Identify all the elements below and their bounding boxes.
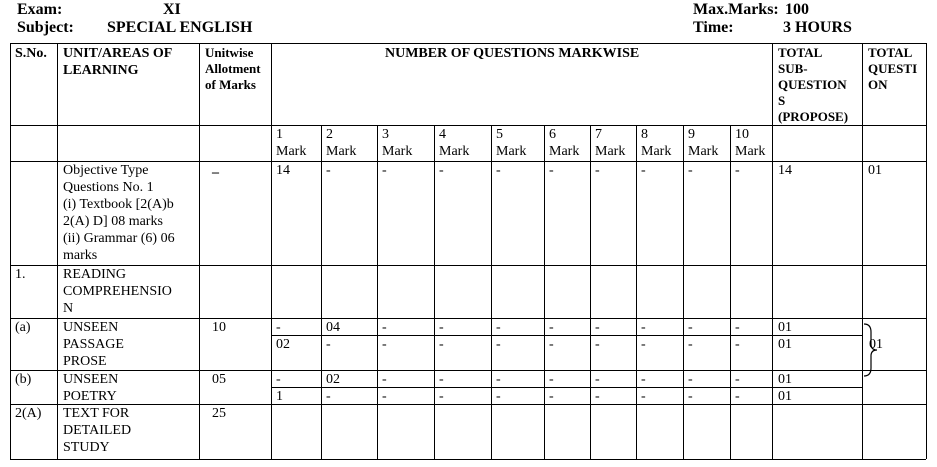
grouping-brace-icon (862, 322, 882, 378)
row-allotment: 05 (212, 372, 226, 387)
mark-cell: - (641, 389, 646, 404)
mark-cell: - (549, 320, 554, 335)
mark-cell: - (688, 337, 693, 352)
mark-cell: - (496, 163, 501, 178)
mark-cell: - (735, 389, 740, 404)
row-unit-label: UNSEEN PASSAGE PROSE (63, 320, 124, 369)
mark-column-header-1: 1 Mark (276, 127, 307, 159)
mark-column-header-6: 6 Mark (549, 127, 580, 159)
header-questions-markwise: NUMBER OF QUESTIONS MARKWISE (385, 46, 640, 61)
mark-cell: - (688, 372, 693, 387)
mark-column-header-8: 8 Mark (641, 127, 672, 159)
mark-cell: - (439, 320, 444, 335)
mark-cell: 02 (326, 372, 340, 387)
row-sno: (b) (15, 372, 32, 387)
row-sno: 1. (15, 267, 26, 282)
mark-cell: 02 (276, 337, 290, 352)
mark-cell: 14 (276, 163, 290, 178)
row-sno: (a) (15, 320, 31, 335)
row-allotment: 10 (212, 320, 226, 335)
mark-cell: - (382, 320, 387, 335)
mark-cell: - (439, 337, 444, 352)
mark-column-header-5: 5 Mark (496, 127, 527, 159)
total-question-cell: 01 (868, 163, 882, 178)
header-total-question: TOTAL QUESTI ON (868, 45, 918, 92)
exam-value: XI (163, 1, 181, 18)
mark-cell: - (382, 337, 387, 352)
mark-cell: - (688, 389, 693, 404)
mark-column-header-9: 9 Mark (688, 127, 719, 159)
mark-cell: - (641, 372, 646, 387)
mark-cell: - (276, 320, 281, 335)
mark-cell: - (735, 320, 740, 335)
total-sub-cell: 01 (778, 389, 792, 404)
mark-column-header-7: 7 Mark (595, 127, 626, 159)
total-question-cell: 01 (869, 337, 883, 352)
row-unit-label: READING COMPREHENSIO N (63, 267, 172, 316)
mark-cell: - (439, 372, 444, 387)
subject-value: SPECIAL ENGLISH (107, 19, 253, 36)
row-unit-label: TEXT FOR DETAILED STUDY (63, 406, 132, 455)
max-marks-label: Max.Marks: (693, 1, 779, 18)
row-allotment: – (212, 165, 219, 180)
mark-cell: - (735, 337, 740, 352)
mark-cell: - (496, 372, 501, 387)
total-sub-cell: 01 (778, 320, 792, 335)
mark-cell: - (688, 163, 693, 178)
mark-cell: - (595, 163, 600, 178)
mark-cell: - (735, 372, 740, 387)
mark-cell: - (595, 389, 600, 404)
mark-cell: - (496, 337, 501, 352)
row-unit-label: Objective Type Questions No. 1 (i) Textbook [2(A)b 2(A) D] 08 marks (ii) Grammar (6) 06 marks (63, 163, 175, 263)
subject-label: Subject: (17, 19, 74, 36)
total-sub-cell: 01 (778, 372, 792, 387)
total-sub-cell: 01 (778, 337, 792, 352)
mark-cell: - (595, 372, 600, 387)
mark-cell: - (326, 163, 331, 178)
mark-cell: - (326, 337, 331, 352)
mark-cell: - (595, 337, 600, 352)
mark-cell: - (641, 320, 646, 335)
row-unit-label: UNSEEN POETRY (63, 372, 119, 404)
mark-cell: - (549, 372, 554, 387)
mark-column-header-10: 10 Mark (735, 127, 766, 159)
mark-cell: - (326, 389, 331, 404)
mark-cell: - (496, 389, 501, 404)
mark-cell: - (439, 163, 444, 178)
header-sno: S.No. (15, 46, 47, 61)
total-sub-cell: 14 (778, 163, 792, 178)
mark-column-header-4: 4 Mark (439, 127, 470, 159)
mark-column-header-3: 3 Mark (382, 127, 413, 159)
mark-cell: - (549, 389, 554, 404)
row-sno: 2(A) (15, 406, 42, 421)
mark-cell: - (595, 320, 600, 335)
mark-cell: 04 (326, 320, 340, 335)
header-unit: UNIT/AREAS OF LEARNING (63, 46, 173, 78)
mark-cell: - (735, 163, 740, 178)
time-label: Time: (693, 19, 734, 36)
mark-cell: - (549, 163, 554, 178)
mark-cell: - (688, 320, 693, 335)
header-total-sub: TOTAL SUB- QUESTION S (PROPOSE) (778, 45, 849, 124)
mark-cell: - (549, 337, 554, 352)
mark-cell: 1 (276, 389, 283, 404)
header-allotment: Unitwise Allotment of Marks (205, 45, 261, 92)
mark-cell: - (496, 320, 501, 335)
row-allotment: 25 (212, 406, 226, 421)
time-value: 3 HOURS (783, 19, 852, 36)
mark-cell: - (382, 372, 387, 387)
mark-cell: - (382, 163, 387, 178)
mark-cell: - (382, 389, 387, 404)
exam-label: Exam: (17, 1, 63, 18)
max-marks-value: 100 (785, 1, 809, 18)
mark-column-header-2: 2 Mark (326, 127, 357, 159)
mark-cell: - (641, 163, 646, 178)
mark-cell: - (641, 337, 646, 352)
mark-cell: - (276, 372, 281, 387)
mark-cell: - (439, 389, 444, 404)
